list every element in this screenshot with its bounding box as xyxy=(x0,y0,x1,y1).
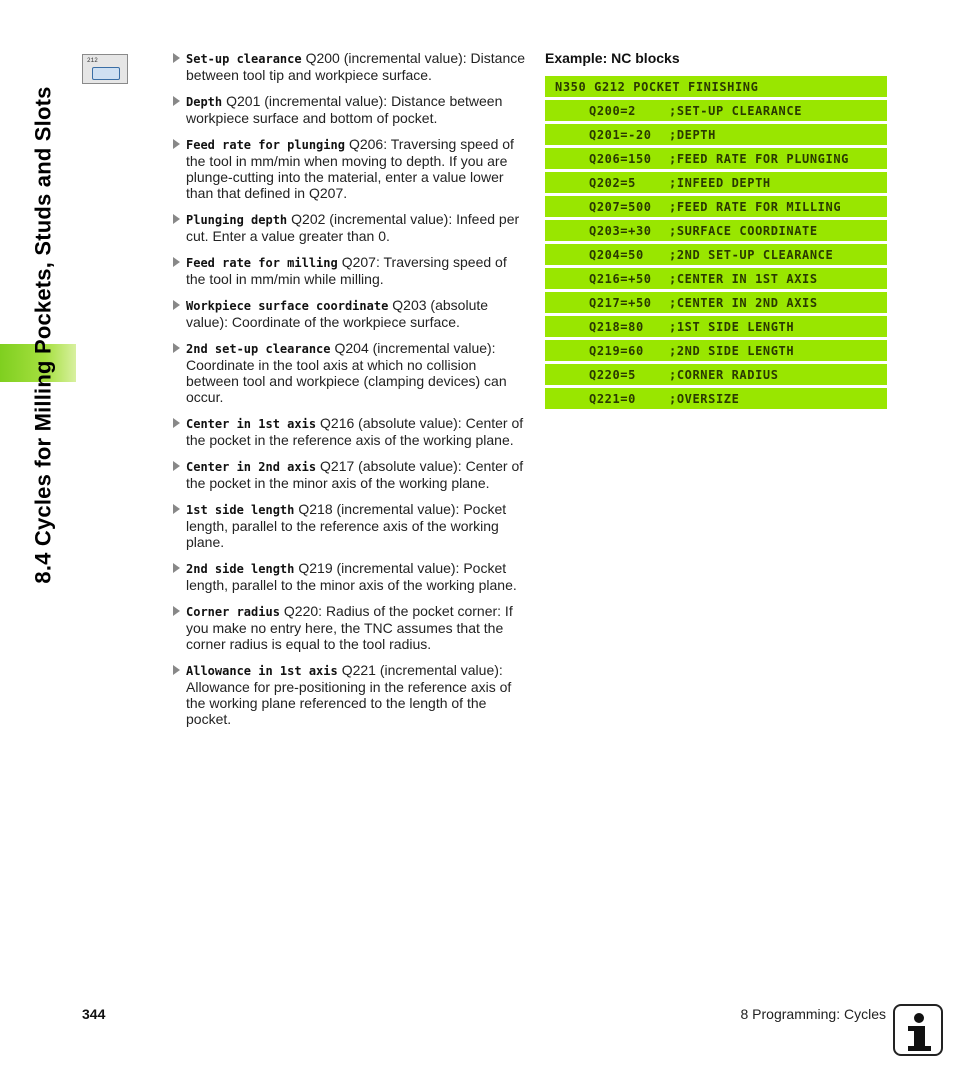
parameter-item xyxy=(172,50,528,83)
nc-block-row xyxy=(545,220,887,241)
bullet-arrow-icon xyxy=(173,461,180,471)
nc-comment: ;SURFACE COORDINATE xyxy=(669,223,818,238)
nc-comment: ;1ST SIDE LENGTH xyxy=(669,319,795,334)
parameter-keyword: Feed rate for plunging xyxy=(186,138,345,152)
parameter-item xyxy=(172,340,528,405)
nc-block-row xyxy=(545,124,887,145)
nc-block-row xyxy=(545,196,887,217)
bullet-arrow-icon xyxy=(173,343,180,353)
parameter-description: Q220: Radius of the pocket corner: If you make no entry here, the TNC assumes that the corner radius is equal to the tool radius. xyxy=(186,603,513,652)
nc-comment: ;OVERSIZE xyxy=(669,391,740,406)
nc-block-row xyxy=(545,316,887,337)
bullet-arrow-icon xyxy=(173,214,180,224)
parameter-description: Q200 (incremental value): Distance between tool tip and workpiece surface. xyxy=(186,50,526,83)
parameter-keyword: Center in 1st axis xyxy=(186,417,317,431)
parameter-description: Q202 (incremental value): Infeed per cut. Enter a value greater than 0. xyxy=(186,211,520,244)
parameter-keyword: 2nd set-up clearance xyxy=(186,342,331,356)
nc-comment: ;SET-UP CLEARANCE xyxy=(669,103,803,118)
footer-chapter: 8 Programming: Cycles xyxy=(740,1006,886,1022)
nc-block-row xyxy=(545,364,887,385)
bullet-arrow-icon xyxy=(173,139,180,149)
parameter-item xyxy=(172,136,528,201)
nc-comment: ;FEED RATE FOR PLUNGING xyxy=(669,151,849,166)
parameter-description: Q201 (incremental value): Distance between workpiece surface and bottom of pocket. xyxy=(186,93,503,126)
parameter-description: Q218 (incremental value): Pocket length, parallel to the reference axis of the working plane. xyxy=(186,501,507,550)
nc-parameter: Q217=+50 xyxy=(589,295,652,310)
nc-comment: ;INFEED DEPTH xyxy=(669,175,771,190)
parameter-keyword: Set-up clearance xyxy=(186,52,302,66)
nc-parameter: Q216=+50 xyxy=(589,271,652,286)
bullet-arrow-icon xyxy=(173,96,180,106)
parameter-keyword: 1st side length xyxy=(186,503,295,517)
nc-comment: ;FEED RATE FOR MILLING xyxy=(669,199,842,214)
info-icon xyxy=(893,1004,943,1056)
page-number: 344 xyxy=(82,1006,106,1022)
parameter-item xyxy=(172,603,528,652)
nc-comment: ;CENTER IN 1ST AXIS xyxy=(669,271,818,286)
nc-comment: ;CENTER IN 2ND AXIS xyxy=(669,295,818,310)
parameter-description: Q219 (incremental value): Pocket length, parallel to the minor axis of the working plane. xyxy=(186,560,517,593)
bullet-arrow-icon xyxy=(173,563,180,573)
parameter-keyword: Center in 2nd axis xyxy=(186,460,317,474)
nc-block-row xyxy=(545,100,887,121)
parameter-description: Q206: Traversing speed of the tool in mm/min when moving to depth. If you are plunge-cutting into the material, enter a value lower than that defined in Q207. xyxy=(186,136,514,201)
bullet-arrow-icon xyxy=(173,53,180,63)
nc-parameter: Q202=5 xyxy=(589,175,636,190)
nc-parameter: Q220=5 xyxy=(589,367,636,382)
nc-parameter: Q203=+30 xyxy=(589,223,652,238)
nc-comment: ;DEPTH xyxy=(669,127,716,142)
nc-parameter: Q218=80 xyxy=(589,319,644,334)
parameter-item xyxy=(172,458,528,491)
parameter-keyword: Depth xyxy=(186,95,223,109)
cycle-212-icon xyxy=(82,54,128,84)
nc-block-row xyxy=(545,244,887,265)
parameter-description: Q204 (incremental value): Coordinate in the tool axis at which no collision between tool and workpiece (clamping devices) can occur. xyxy=(186,340,507,405)
nc-block-rows xyxy=(545,100,887,409)
nc-parameter: Q221=0 xyxy=(589,391,636,406)
bullet-arrow-icon xyxy=(173,257,180,267)
parameter-item xyxy=(172,297,528,330)
nc-parameter: Q207=500 xyxy=(589,199,652,214)
nc-comment: ;CORNER RADIUS xyxy=(669,367,779,382)
parameter-item xyxy=(172,662,528,727)
parameter-item xyxy=(172,415,528,448)
bullet-arrow-icon xyxy=(173,504,180,514)
nc-block-row xyxy=(545,268,887,289)
nc-block-row xyxy=(545,340,887,361)
parameter-description: Q221 (incremental value): Allowance for pre-positioning in the reference axis of the working plane referenced to the length of the pocket. xyxy=(186,662,512,727)
nc-parameter: Q206=150 xyxy=(589,151,652,166)
nc-block-row xyxy=(545,148,887,169)
parameter-keyword: Plunging depth xyxy=(186,213,288,227)
nc-block-row xyxy=(545,172,887,193)
parameter-keyword: Allowance in 1st axis xyxy=(186,664,338,678)
chapter-side-title: 8.4 Cycles for Milling Pockets, Studs and Slots xyxy=(31,86,57,584)
bullet-arrow-icon xyxy=(173,300,180,310)
cycle-number: 212 xyxy=(87,57,98,64)
nc-block-table xyxy=(545,76,887,412)
nc-parameter: Q219=60 xyxy=(589,343,644,358)
parameter-description: Q203 (absolute value): Coordinate of the workpiece surface. xyxy=(186,297,489,330)
parameter-keyword: Corner radius xyxy=(186,605,280,619)
parameter-item xyxy=(172,211,528,244)
parameter-description: Q216 (absolute value): Center of the pocket in the reference axis of the working plane. xyxy=(186,415,524,448)
parameter-item xyxy=(172,501,528,550)
nc-block-row xyxy=(545,388,887,409)
nc-parameter: Q200=2 xyxy=(589,103,636,118)
parameter-keyword: Feed rate for milling xyxy=(186,256,338,270)
example-title: Example: NC blocks xyxy=(545,50,680,66)
nc-block-row xyxy=(545,292,887,313)
parameter-description: Q207: Traversing speed of the tool in mm/min while milling. xyxy=(186,254,507,287)
parameter-list xyxy=(172,50,528,737)
parameter-keyword: Workpiece surface coordinate xyxy=(186,299,389,313)
parameter-keyword: 2nd side length xyxy=(186,562,295,576)
pocket-shape-icon xyxy=(92,67,120,80)
nc-parameter: Q204=50 xyxy=(589,247,644,262)
nc-parameter: Q201=-20 xyxy=(589,127,652,142)
parameter-item xyxy=(172,560,528,593)
nc-comment: ;2ND SET-UP CLEARANCE xyxy=(669,247,834,262)
bullet-arrow-icon xyxy=(173,606,180,616)
parameter-item xyxy=(172,93,528,126)
parameter-item xyxy=(172,254,528,287)
nc-block-header: N350 G212 POCKET FINISHING xyxy=(545,76,887,97)
parameter-description: Q217 (absolute value): Center of the pocket in the minor axis of the working plane. xyxy=(186,458,524,491)
bullet-arrow-icon xyxy=(173,418,180,428)
bullet-arrow-icon xyxy=(173,665,180,675)
nc-comment: ;2ND SIDE LENGTH xyxy=(669,343,795,358)
